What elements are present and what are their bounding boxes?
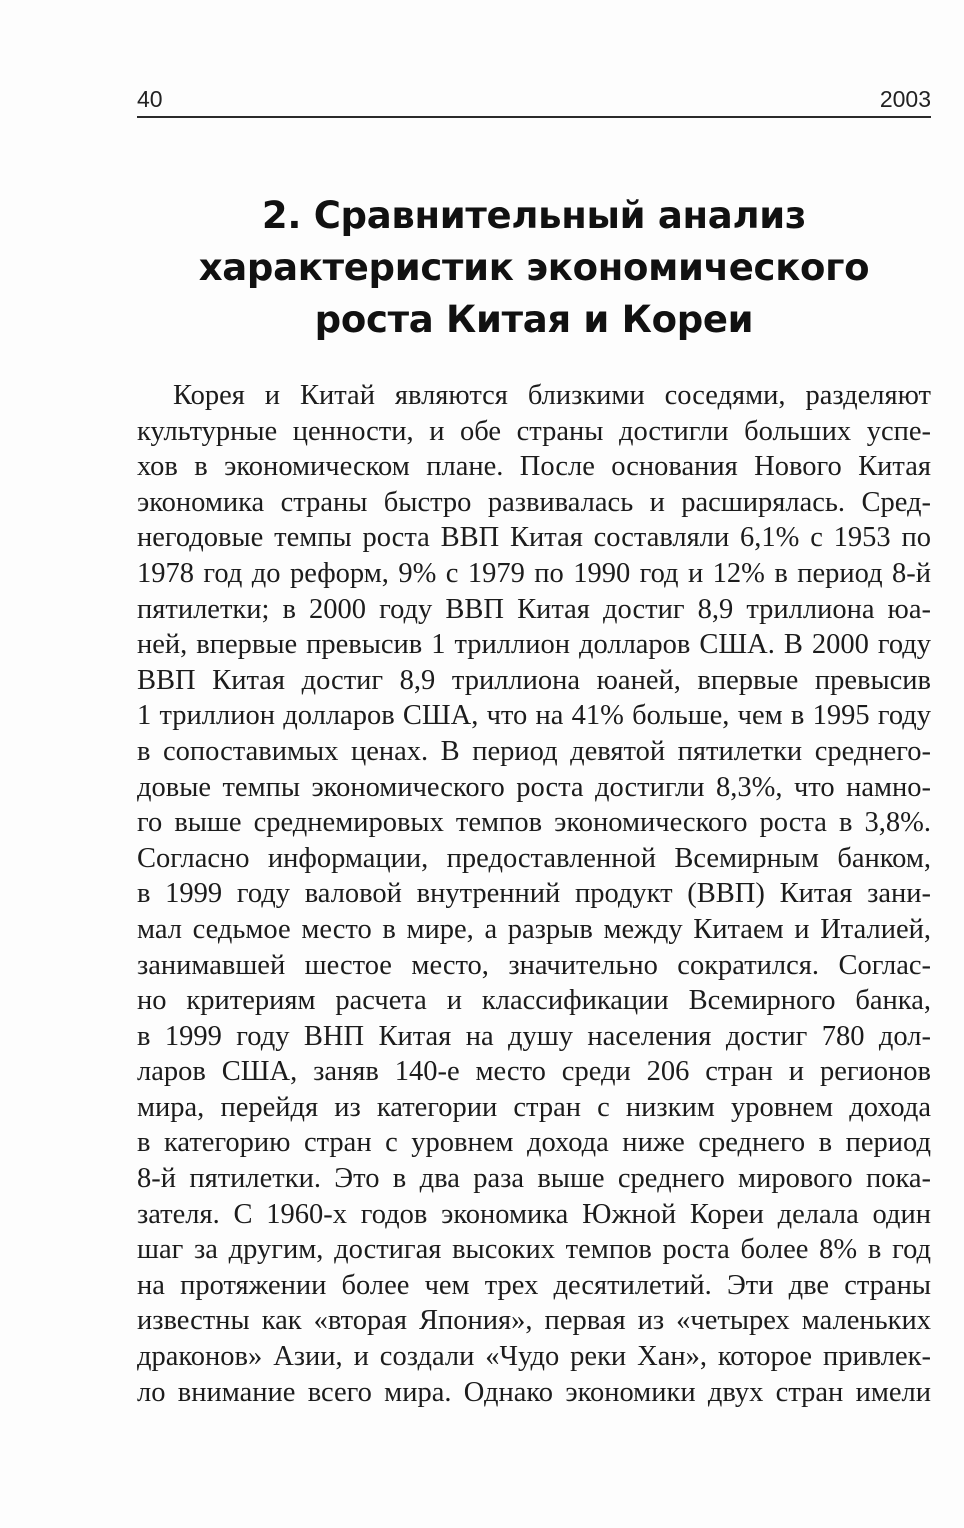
text-line: шаг за другим, достигая высоких темпов роста более 8% в год	[137, 1234, 931, 1266]
page-header	[137, 82, 931, 118]
text-line: в сопоставимых ценах. В период девятой пятилетки среднего-	[137, 735, 931, 767]
text-line: зателя. С 1960-х годов экономика Южной Кореи делала один	[137, 1198, 931, 1230]
body-paragraph	[137, 378, 931, 1410]
text-line: ВВП Китая достиг 8,9 триллиона юаней, впервые превысив	[137, 664, 931, 696]
text-line: экономика страны быстро развивалась и расширялась. Сред-	[137, 486, 931, 518]
text-line: известны как «вторая Япония», первая из «четырех маленьких	[137, 1305, 931, 1337]
text-line: но критериям расчета и классификации Всемирного банка,	[137, 985, 931, 1017]
chapter-title-line: характеристик экономического	[198, 246, 870, 289]
text-line: ней, впервые превысив 1 триллион долларов США. В 2000 году	[137, 629, 931, 661]
text-line: культурные ценности, и обе страны достигли больших успе-	[137, 415, 931, 447]
text-line: мал седьмое место в мире, а разрыв между Китаем и Италией,	[137, 913, 931, 945]
text-line: Согласно информации, предоставленной Всемирным банком,	[137, 842, 931, 874]
text-line: на протяжении более чем трех десятилетий. Эти две страны	[137, 1269, 931, 1301]
running-head: 2003	[879, 86, 931, 112]
text-line: в 1999 году валовой внутренний продукт (ВВП) Китая зани-	[137, 878, 931, 910]
text-line: го выше среднемировых темпов экономического роста в 3,8%.	[137, 807, 931, 839]
chapter-title-line: роста Китая и Кореи	[314, 298, 754, 341]
text-line: ларов США, заняв 140-е место среди 206 стран и регионов	[137, 1056, 931, 1088]
chapter-title-line: 2. Сравнительный анализ	[261, 194, 807, 237]
text-line: 1978 год до реформ, 9% с 1979 по 1990 год и 12% в период 8-й	[137, 557, 931, 589]
text-line: 1 триллион долларов США, что на 41% больше, чем в 1995 году	[137, 700, 931, 732]
text-line: негодовые темпы роста ВВП Китая составляли 6,1% с 1953 по	[137, 522, 931, 554]
text-line: занимавшей шестое место, значительно сократился. Соглас-	[137, 949, 931, 981]
chapter-title	[137, 190, 931, 346]
page-number: 40	[137, 86, 163, 112]
text-line: довые темпы экономического роста достигли 8,3%, что намно-	[137, 771, 931, 803]
text-line: в 1999 году ВНП Китая на душу населения достиг 780 дол-	[137, 1020, 931, 1052]
text-line: Корея и Китай являются близкими соседями, разделяют	[173, 380, 931, 411]
text-line: в категорию стран с уровнем дохода ниже среднего в период	[137, 1127, 931, 1159]
text-line: драконов» Азии, и создали «Чудо реки Хан», которое привлек-	[137, 1341, 931, 1373]
text-line: хов в экономическом плане. После основания Нового Китая	[137, 451, 931, 483]
text-line: мира, перейдя из категории стран с низким уровнем дохода	[137, 1091, 931, 1123]
text-line: пятилетки; в 2000 году ВВП Китая достиг 8,9 триллиона юа-	[137, 593, 931, 625]
text-line: 8-й пятилетки. Это в два раза выше среднего мирового пока-	[137, 1163, 931, 1195]
text-line: ло внимание всего мира. Однако экономики двух стран имели	[137, 1376, 931, 1408]
